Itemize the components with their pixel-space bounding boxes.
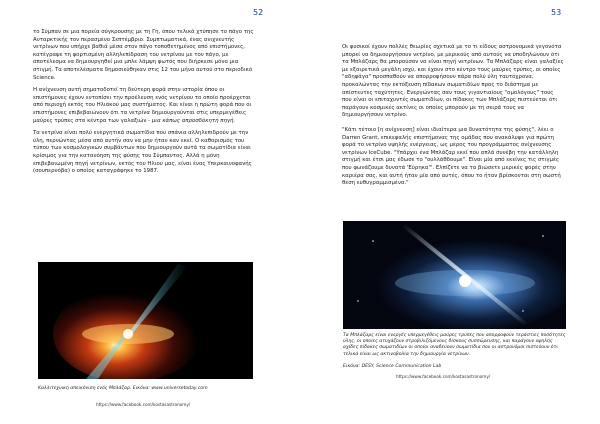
right-page: [300, 0, 600, 424]
page-number: 52: [253, 8, 264, 17]
right-text-column: [342, 44, 564, 188]
image-caption: Καλλιτεχνική απεικόνιση ενός Μπλάζαρ. Εικόνα: www.universetoday.com: [38, 386, 208, 391]
page-number: 53: [551, 8, 562, 17]
blazar-artwork: [38, 262, 253, 379]
facebook-link[interactable]: https://www.facebook.com/kostasastronomy/: [96, 402, 191, 407]
paragraph: Τα νετρίνα είναι πολύ ενεργητικά σωματίδια που σπάνια αλληλεπιδρούν με την ύλη, περνώντας μέσα από αυτήν σαν να μην ήταν καν εκεί. Ο καθορισμός του τύπου των κοσμολογικών συμβάντων που δημιουργούν αυτά τα σωματίδια είναι κρίσιμος για την κατανόηση της φύσης του Σύμπαντος. Αλλά η μόνη επιβεβαιωμένη πηγή νετρίνων, εκτός του Ηλιου μας, είναι ένας Υπερκαινοφανής (σουπερνόβα) ο οποίος καταγράφηκε το 1987.: [33, 130, 252, 175]
paragraph: το Σύμπαν σε μια πορεία σύγκρουσης με τη Γη, όπου τελικά χτύπησε το πάγο της Ανταρκτικής τον περασμένο Σεπτέμβριο. Συμπτωματικά, ένας ανιχνευτής νετρίνων που υπήρχε βαθιά μέσα στον πάγο τοποθετημένος από επιστήμονες, κατέγραψε τη φορτισμένη αλληλεπίδραση του νετρίνου με τον πάγο, με αποτέλεσμα να δημιουργηθεί μια μπλε λάμψη φωτός που διήρκεσε μόνο μια στιγμή. Τα αποτελέσματα δημοσιεύθηκαν στις 12 του μήνα αυτού στο περιοδικό Science.: [33, 29, 254, 81]
paragraph: [33, 87, 256, 125]
paragraph: Οι φυσικοί έχουν πολλές θεωρίες σχετικά με το τι είδους αστρονομικά γεγονότα μπορεί να δημιουργήσουν νετρίνο, με μερικούς από αυτούς να υποδηλώνουν ότι τα Μπλάζαρς θα μπορούσαν να είναι πηγή νετρίνων. Τα Μπλάζαρς είναι γαλαξίες με εξαιρετικά μεγάλη ισχύ, και έχουν στο κέντρο τους μαύρες τρύπες, οι οποίες "αδηφάγα" προσπαθούν να απορροφήσουν πάρα πολύ ύλη ταυτόχρονα, προκαλώντας την εκτόξευση πίδακων σωματιδίων προς το διάστημα με απίστευτες ταχύτητες. Ενεργώντας σαν τους γιγαντιαίους "ομολόγους" τους που είναι οι επιταχυντές σωματιδίων, οι πίδακες των Μπλάζαρς πιστεύεται ότι παράγουν κοσμικές ακτίνες οι οποίες μπορούν με τη σειρά τους να δημιουργήσουν νετρίνο.: [342, 44, 564, 119]
image-caption: Τα Μπλάζαρς είναι ενεργές υπερμεγέθεις μαύρες τρύπες που απορροφούν τεράστιες ποσότητες ύλης, οι οποίες ατυχάζουν στροβιλιζόμενους δίσκους συσσώρευσης, και παράγουν υψηλής αχίδες πίδακες σωματιδίων οι οποίοι αναδεύουν σωματίδια που οι αστρονόμοι πιστεύουν ότι τελικά είναι ως ακτινοβολία την δημιουργία νετρίνων.: [343, 333, 566, 357]
left-text-column: [33, 29, 256, 183]
blazar-illustration: [38, 262, 253, 379]
blazar-jet-artwork: [343, 221, 566, 329]
paragraph-text: Η ανίχνευση αυτή σηματοδοτεί τη δεύτερη φορά στην ιστορία όπου οι επιστήμονες έχουν εντοπίσει την προέλευση ενός νετρίνου το οποίο προέρχεται από περιοχή εκτός του Ηλιακού μας συστήματος. Και είναι η πρώτη φορά που οι επιστήμονες επιβεβαιώνουν ότι τα νετρίνα δημιουργούνται στις υπερμεγέθεις μαύρες τρύπες στα κέντρα των γαλαξιών -: [33, 87, 252, 124]
facebook-link[interactable]: https://www.facebook.com/kostasastronomy/: [396, 374, 491, 379]
italic-phrase: μια κάπως απροσδόκητη πηγή.: [151, 117, 236, 124]
blazar-photo: [343, 221, 566, 329]
image-credit: Εικόνα: DESY, Science Communication Lab: [343, 364, 442, 369]
paragraph: "Κάτι τέτοιο [η ανίχνευση] είναι ιδιαίτερα μια δυνατότητα της φύσης", λέει ο Darren Grant, επικεφαλής επιστήμονας της ομάδας που ανακάλυψε για πρώτη φορά το νετρίνο υψηλής ενέργειας, ως μέρος του προγράμματος ανίχνευσης νετρίνων IceCube. "Υπάρχει ένα Μπλάζαρ εκεί που απλά συνέβη την κατάλληλη στιγμή και έτσι μας έδωσε το "ουλλάθδουμε". Είναι μία από εκείνες τις στιγμές που φωνάζουμε δυνατά 'Εύρηκα'". Ελπίζετε να τα βιώσετε μερικές φορές στην καριέρα σας, και αυτή ήταν μία από αυτές, όπου το ήταν βρίσκονται στη σωστή θέση ευθυγραμμισμένα.": [342, 126, 561, 187]
